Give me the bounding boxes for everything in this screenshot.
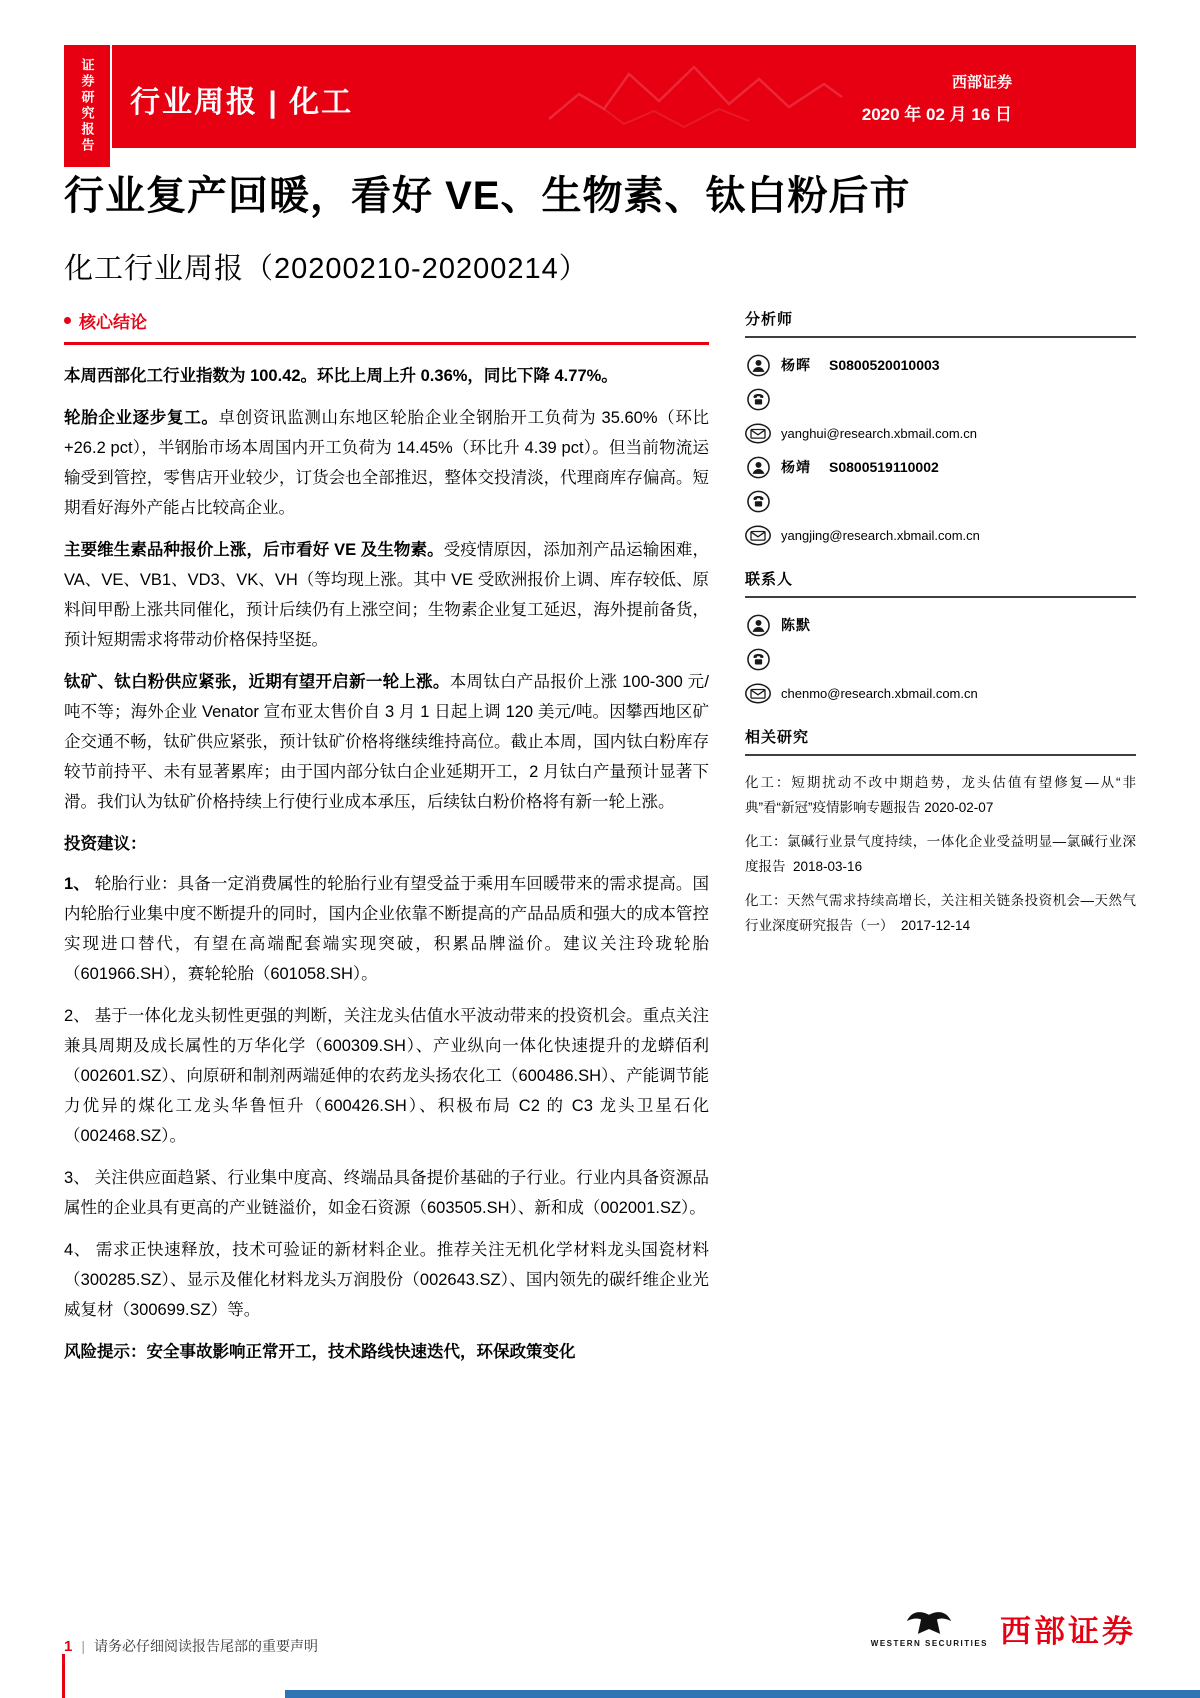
- contact-email-row: [745, 680, 1136, 706]
- email-icon: [745, 681, 771, 705]
- header-date: 2020 年 02 月 16 日: [861, 105, 1012, 124]
- paragraph-titanium: [64, 667, 709, 817]
- core-section-header: [64, 308, 709, 333]
- contact-row: [745, 612, 1136, 638]
- analyst-row: [745, 352, 1136, 378]
- analyst-email[interactable]: yanghui@research.xbmail.com.cn: [781, 425, 978, 441]
- logo-mark: [871, 1610, 988, 1648]
- related-research-text: 化工：天然气需求持续高增长，关注相关链条投资机会—天然气行业深度研究报告（一）: [745, 893, 1136, 933]
- footer-disclaimer-bar: [64, 1636, 318, 1656]
- main-column: [64, 308, 709, 1379]
- person-icon: [745, 613, 771, 637]
- paragraph-titanium-lead: 钛矿、钛白粉供应紧张，近期有望开启新一轮上涨。: [64, 673, 450, 691]
- contact-email[interactable]: chenmo@research.xbmail.com.cn: [781, 685, 978, 701]
- page-subtitle: 化工行业周报（20200210-20200214）: [64, 253, 589, 285]
- phone-icon: [745, 647, 771, 671]
- email-icon: [745, 421, 771, 445]
- header-band: [64, 45, 1136, 148]
- analysts-section-header: 分析师: [745, 308, 1136, 338]
- advice-item-1-number: 1、: [64, 875, 90, 893]
- bullet-icon: [64, 317, 71, 324]
- contact-phone-row: [745, 646, 1136, 672]
- page-number: 1: [64, 1637, 73, 1655]
- phone-icon: [745, 387, 771, 411]
- paragraph-titanium-body: 本周钛白产品报价上涨 100-300 元/吨不等；海外企业 Venator 宣布亚太售价自 3 月 1 日起上调 120 美元/吨。因攀西地区矿企交通不畅，钛矿供应紧张，预计钛矿价格将继续维持高位。截止本周，国内钛白粉库存较节前持平、未有显著累库；由于国内部分钛白企业延期开工，2 月钛白产量预计显著下滑。我们认为钛矿价格持续上行使行业成本承压，后续钛白粉价格将有新一轮上涨。: [64, 673, 710, 811]
- bull-watermark-icon: [544, 49, 844, 144]
- paragraph-tires: [64, 403, 709, 523]
- header-brand-name: 西部证券: [951, 74, 1012, 91]
- risk-warning: 风险提示：安全事故影响正常开工，技术路线快速迭代，环保政策变化: [64, 1343, 576, 1361]
- advice-item-1: [64, 869, 709, 989]
- related-research-date: 2020-02-07: [924, 800, 994, 815]
- email-icon: [745, 523, 771, 547]
- vertical-banner-label: 证券研究报告: [79, 58, 95, 154]
- core-section-label: 核心结论: [79, 313, 147, 332]
- analyst-phone-row: [745, 488, 1136, 514]
- paragraph-index-summary: 本周西部化工行业指数为 100.42。环比上周上升 0.36%，同比下降 4.77%。: [64, 367, 618, 385]
- footer-disclaimer-text: 请务必仔细阅读报告尾部的重要声明: [93, 1638, 318, 1654]
- person-icon: [745, 353, 771, 377]
- report-type-title: 行业周报 | 化工: [130, 86, 354, 119]
- advice-item-3: 3、 关注供应面趋紧、行业集中度高、终端品具备提价基础的子行业。行业内具备资源品属性的企业具有更高的产业链溢价，如金石资源（603505.SH）、新和成（002001.SZ）。: [64, 1169, 709, 1217]
- analyst-license-id: S0800519110002: [829, 459, 939, 475]
- related-research-text: 化工：氯碱行业景气度持续，一体化企业受益明显—氯碱行业深度报告: [745, 834, 1136, 874]
- person-icon: [745, 455, 771, 479]
- footer-separator: |: [81, 1638, 85, 1654]
- related-research-text: 化工：短期扰动不改中期趋势，龙头估值有望修复—从“非典”看“新冠”疫情影响专题报告: [745, 775, 1136, 815]
- paragraph-tires-body: 卓创资讯监测山东地区轮胎企业全钢胎开工负荷为 35.60%（环比+26.2 pct），半钢胎市场本周国内开工负荷为 14.45%（环比升 4.39 pct）。但当前物流运输受到管控，零售店开业较少，订货会也全部推迟，整体交投清淡，代理商库存偏高。短期看好海外产能占比较高企业。: [64, 409, 709, 517]
- advice-item-1-body: 轮胎行业：具备一定消费属性的轮胎行业有望受益于乘用车回暖带来的需求提高。国内轮胎行业集中度不断提升的同时，国内企业依靠不断提高的产品品质和强大的成本管控实现进口替代，有望在高端配套端实现突破，积累品牌溢价。建议关注玲珑轮胎（601966.SH），赛轮轮胎（601058.SH）。: [64, 875, 709, 983]
- paragraph-vitamins: [64, 535, 709, 655]
- phone-icon: [745, 489, 771, 513]
- bull-logo-icon: [905, 1610, 953, 1637]
- company-logo: [871, 1606, 1136, 1651]
- advice-item-4: 4、 需求正快速释放，技术可验证的新材料企业。推荐关注无机化学材料龙头国瓷材料（300285.SZ）、显示及催化材料龙头万润股份（002643.SZ）、国内领先的碳纤维企业光威复材（300699.SZ）等。: [64, 1241, 709, 1319]
- investment-advice-heading: 投资建议：: [64, 835, 147, 853]
- analyst-phone-row: [745, 386, 1136, 412]
- related-research-item[interactable]: [745, 888, 1136, 938]
- paragraph-vitamins-lead: 主要维生素品种报价上涨，后市看好 VE 及生物素。: [64, 541, 444, 559]
- related-research-header: 相关研究: [745, 726, 1136, 756]
- paragraph-tires-lead: 轮胎企业逐步复工。: [64, 409, 219, 427]
- vertical-banner: [64, 45, 112, 167]
- contact-name: 陈默: [781, 617, 811, 633]
- section-divider: [64, 342, 709, 345]
- footer-red-tick: [62, 1654, 65, 1698]
- analyst-row: [745, 454, 1136, 480]
- footer-blue-bar: [285, 1690, 1200, 1698]
- analyst-name: 杨靖: [781, 459, 811, 475]
- analyst-license-id: S0800520010003: [829, 357, 940, 373]
- analyst-email[interactable]: yangjing@research.xbmail.com.cn: [781, 527, 980, 543]
- related-research-item[interactable]: [745, 829, 1136, 879]
- advice-item-2: 2、 基于一体化龙头韧性更强的判断，关注龙头估值水平波动带来的投资机会。重点关注兼具周期及成长属性的万华化学（600309.SH）、产业纵向一体化快速提升的龙蟒佰利（002601.SZ）、向原研和制剂两端延伸的农药龙头扬农化工（600486.SH）、产能调节能力优异的煤化工龙头华鲁恒升（600426.SH）、积极布局 C2 的 C3 龙头卫星石化（002468.SZ）。: [64, 1007, 709, 1145]
- logo-english-name: WESTERN SECURITIES: [870, 1638, 988, 1648]
- analyst-name: 杨晖: [781, 357, 811, 373]
- contacts-section-header: 联系人: [745, 568, 1136, 598]
- related-research-item[interactable]: [745, 770, 1136, 820]
- related-research-date: 2018-03-16: [793, 859, 863, 874]
- analyst-email-row: [745, 420, 1136, 446]
- page-title: 行业复产回暖，看好 VE、生物素、钛白粉后市: [64, 174, 911, 218]
- paragraph-vitamins-body: 受疫情原因，添加剂产品运输困难，VA、VE、VB1、VD3、VK、VH（等均现上涨。其中 VE 受欧洲报价上调、库存较低、原料间甲酚上涨共同催化，预计后续仍有上涨空间；生物素企业复工延迟，海外提前备货，预计短期需求将带动价格保持坚挺。: [64, 541, 709, 649]
- analyst-email-row: [745, 522, 1136, 548]
- related-research-date: 2017-12-14: [901, 918, 971, 933]
- sidebar: [745, 308, 1136, 947]
- logo-chinese-name: 西部证券: [1000, 1614, 1136, 1649]
